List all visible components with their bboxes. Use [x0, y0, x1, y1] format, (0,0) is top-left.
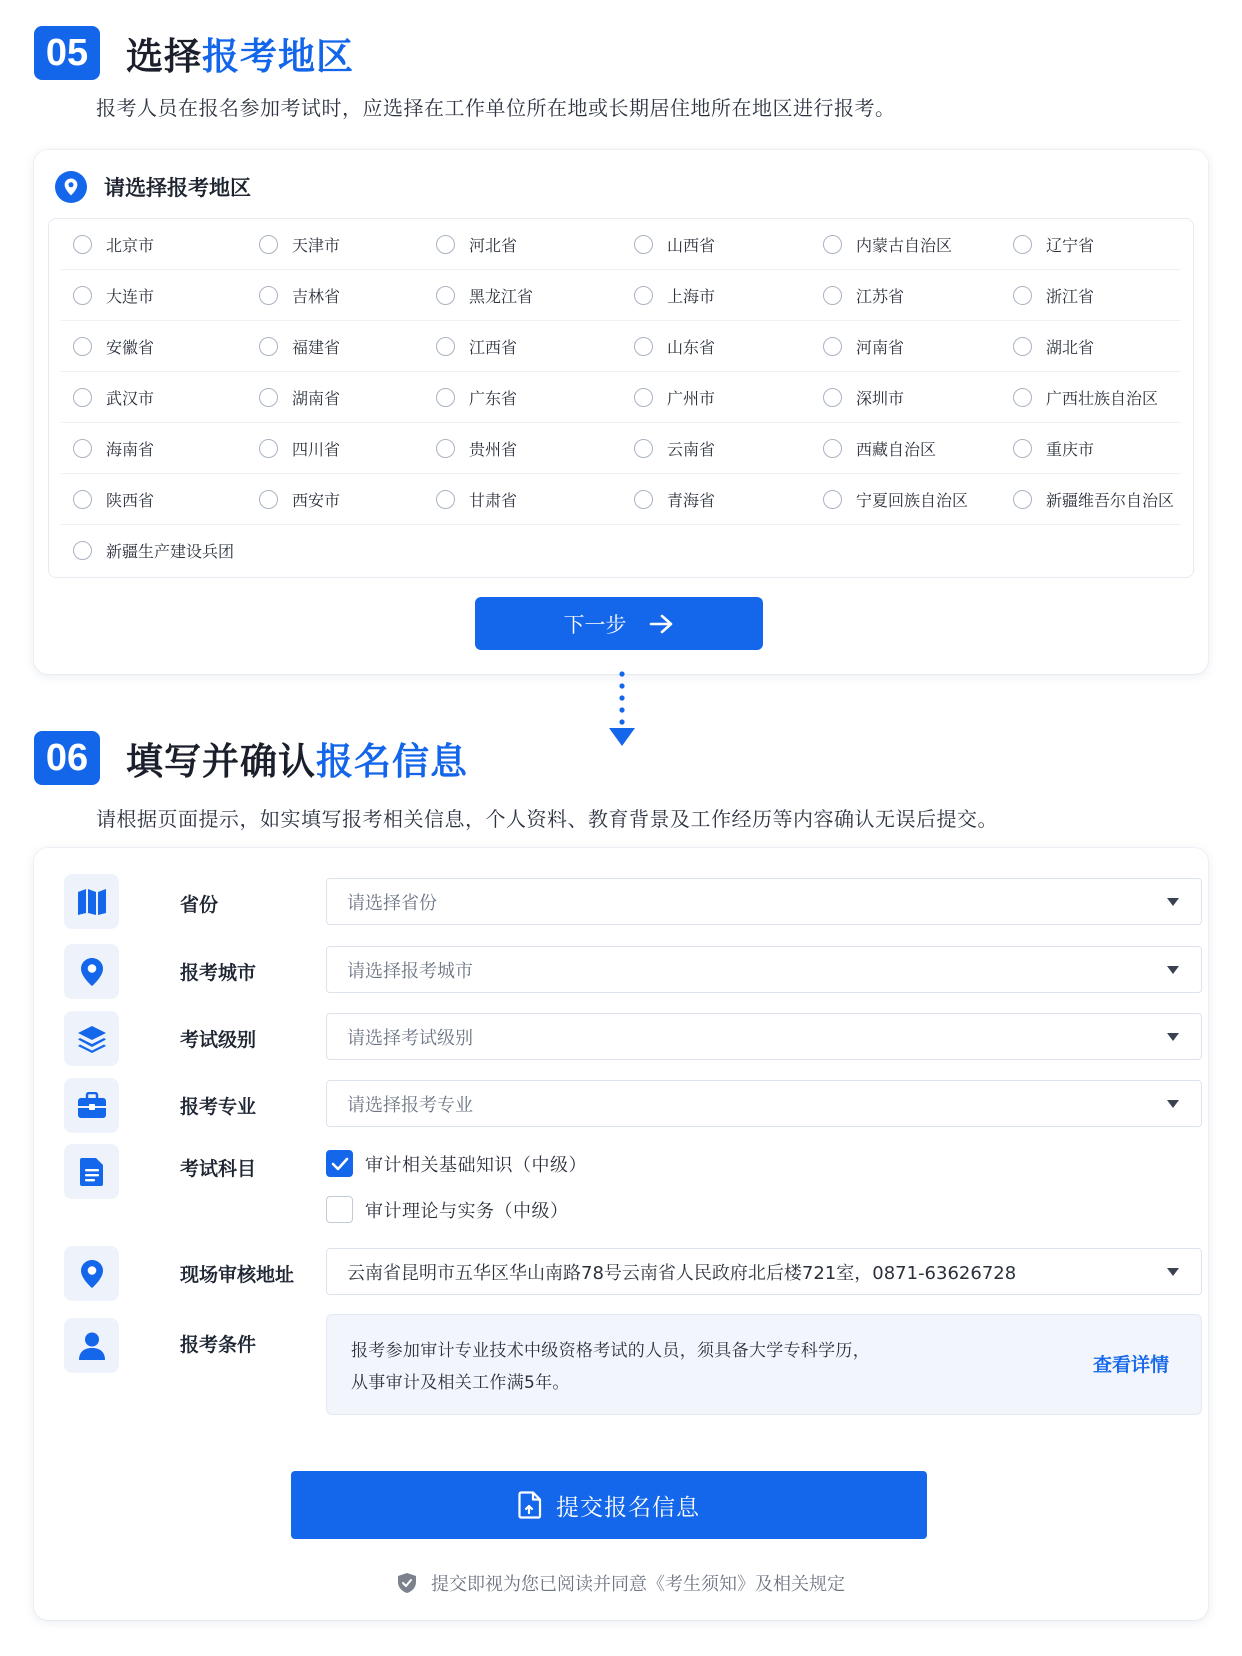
radio-button[interactable]	[1013, 439, 1032, 458]
region-option-label: 武汉市	[106, 389, 155, 408]
step-connector-arrow	[605, 670, 639, 752]
checkbox-unchecked[interactable]	[326, 1196, 353, 1223]
region-option-label: 海南省	[106, 440, 155, 459]
region-option[interactable]	[1013, 321, 1094, 372]
region-option-label: 新疆生产建设兵团	[106, 542, 235, 561]
step5-title: 选择报考地区	[126, 35, 354, 78]
radio-button[interactable]	[634, 490, 653, 509]
view-details-link[interactable]: 查看详情	[1092, 1354, 1169, 1376]
conditions-box	[326, 1314, 1202, 1415]
review-address-select[interactable]	[326, 1248, 1202, 1295]
region-option[interactable]	[823, 372, 904, 423]
region-option-label: 山西省	[667, 236, 716, 255]
radio-button[interactable]	[73, 337, 92, 356]
region-option-label: 陕西省	[106, 491, 155, 510]
radio-button[interactable]	[1013, 388, 1032, 407]
region-option-label: 西安市	[292, 491, 341, 510]
region-option[interactable]	[259, 270, 340, 321]
radio-button[interactable]	[259, 490, 278, 509]
region-option-label: 黑龙江省	[469, 287, 534, 306]
region-option-label: 湖北省	[1046, 338, 1095, 357]
level-label: 考试级别	[180, 1029, 257, 1051]
region-option-label: 北京市	[106, 236, 155, 255]
province-label: 省份	[180, 894, 219, 916]
radio-button[interactable]	[259, 439, 278, 458]
region-row	[61, 270, 1181, 321]
step6-header	[34, 731, 468, 785]
submit-button[interactable]	[291, 1471, 927, 1539]
checkmark-icon	[331, 1157, 349, 1171]
review-address-label: 现场审核地址	[180, 1264, 295, 1286]
subjects-label: 考试科目	[180, 1158, 257, 1180]
conditions-line-2: 从事审计及相关工作满5年。	[351, 1373, 570, 1393]
radio-button[interactable]	[634, 235, 653, 254]
region-card-title: 请选择报考地区	[104, 176, 251, 200]
region-option[interactable]	[634, 372, 715, 423]
radio-button[interactable]	[634, 388, 653, 407]
chevron-down-icon	[1167, 1033, 1179, 1041]
region-option[interactable]	[823, 219, 952, 270]
region-option-label: 安徽省	[106, 338, 155, 357]
region-option[interactable]	[73, 219, 154, 270]
region-option[interactable]	[823, 321, 904, 372]
agreement-notice	[34, 1570, 1208, 1596]
radio-button[interactable]	[1013, 490, 1032, 509]
region-option-label: 广州市	[667, 389, 716, 408]
region-option[interactable]	[1013, 270, 1094, 321]
step5-header	[34, 26, 354, 80]
region-row	[61, 474, 1181, 525]
region-option-label: 吉林省	[292, 287, 341, 306]
region-row	[61, 423, 1181, 474]
review-address-icon-box	[64, 1246, 119, 1301]
conditions-icon-box	[64, 1318, 119, 1373]
radio-button[interactable]	[823, 286, 842, 305]
region-option[interactable]	[436, 372, 517, 423]
region-option[interactable]	[634, 474, 715, 525]
region-option[interactable]	[823, 270, 904, 321]
region-option[interactable]	[1013, 423, 1094, 474]
region-option[interactable]	[436, 321, 517, 372]
step5-description: 报考人员在报名参加考试时，应选择在工作单位所在地或长期居住地所在地区进行报考。	[96, 96, 896, 120]
region-option-label: 福建省	[292, 338, 341, 357]
region-option-label: 青海省	[667, 491, 716, 510]
file-submit-icon	[518, 1491, 542, 1519]
radio-button[interactable]	[634, 286, 653, 305]
region-option-label: 湖南省	[292, 389, 341, 408]
region-option[interactable]	[823, 423, 936, 474]
step6-number: 06	[34, 731, 100, 785]
region-option-label: 河南省	[856, 338, 905, 357]
radio-button[interactable]	[259, 388, 278, 407]
city-placeholder: 请选择报考城市	[347, 960, 473, 982]
conditions-text	[351, 1335, 870, 1399]
radio-button[interactable]	[823, 235, 842, 254]
region-row	[61, 525, 1181, 576]
province-icon-box	[64, 874, 119, 929]
region-option-label: 大连市	[106, 287, 155, 306]
radio-button[interactable]	[73, 439, 92, 458]
region-option[interactable]	[73, 525, 234, 576]
radio-button[interactable]	[634, 439, 653, 458]
region-option[interactable]	[436, 270, 533, 321]
chevron-down-icon	[1167, 898, 1179, 906]
region-option-label: 广东省	[469, 389, 518, 408]
region-option-label: 深圳市	[856, 389, 905, 408]
chevron-down-icon	[1167, 1100, 1179, 1108]
region-option[interactable]	[259, 219, 340, 270]
region-option[interactable]	[436, 423, 517, 474]
layers-icon	[76, 1024, 108, 1054]
location-pin-icon	[79, 957, 105, 987]
radio-button[interactable]	[436, 337, 455, 356]
region-option[interactable]	[823, 474, 968, 525]
region-option-label: 广西壮族自治区	[1046, 389, 1159, 408]
region-option[interactable]	[1013, 474, 1174, 525]
region-option[interactable]	[259, 474, 340, 525]
region-option[interactable]	[634, 321, 715, 372]
next-step-label: 下一步	[563, 612, 627, 637]
location-pin-icon	[54, 170, 88, 204]
shield-check-icon	[397, 1572, 417, 1594]
radio-button[interactable]	[1013, 286, 1032, 305]
document-icon	[79, 1157, 105, 1187]
subjects-icon-box	[64, 1144, 119, 1199]
user-icon	[78, 1331, 106, 1361]
region-option-label: 重庆市	[1046, 440, 1095, 459]
region-option[interactable]	[259, 423, 340, 474]
region-option-label: 四川省	[292, 440, 341, 459]
region-card	[34, 150, 1208, 674]
radio-button[interactable]	[73, 490, 92, 509]
region-option-label: 江西省	[469, 338, 518, 357]
radio-button[interactable]	[823, 490, 842, 509]
region-option[interactable]	[436, 474, 517, 525]
level-icon-box	[64, 1011, 119, 1066]
region-row	[61, 321, 1181, 372]
radio-button[interactable]	[259, 235, 278, 254]
radio-button[interactable]	[436, 439, 455, 458]
radio-button[interactable]	[73, 286, 92, 305]
major-icon-box	[64, 1078, 119, 1133]
region-option[interactable]	[73, 423, 154, 474]
region-option[interactable]	[634, 270, 715, 321]
region-option-label: 甘肃省	[469, 491, 518, 510]
region-option-label: 西藏自治区	[856, 440, 937, 459]
radio-button[interactable]	[259, 337, 278, 356]
major-select[interactable]	[326, 1080, 1202, 1127]
region-option-label: 江苏省	[856, 287, 905, 306]
review-address-value: 云南省昆明市五华区华山南路78号云南省人民政府北后楼721室，0871-63626728	[347, 1262, 1017, 1284]
radio-button[interactable]	[823, 388, 842, 407]
region-option-label: 贵州省	[469, 440, 518, 459]
city-icon-box	[64, 944, 119, 999]
region-option[interactable]	[73, 372, 154, 423]
region-option[interactable]	[73, 270, 154, 321]
chevron-down-icon	[1167, 966, 1179, 974]
region-card-header	[54, 170, 251, 204]
region-option-label: 宁夏回族自治区	[856, 491, 969, 510]
region-row	[61, 219, 1181, 270]
step6-description: 请根据页面提示，如实填写报考相关信息，个人资料、教育背景及工作经历等内容确认无误后提交。	[96, 807, 998, 831]
registration-form-card	[34, 848, 1208, 1620]
region-option[interactable]	[1013, 372, 1158, 423]
province-select[interactable]	[326, 878, 1202, 925]
radio-button[interactable]	[73, 541, 92, 560]
conditions-line-1: 报考参加审计专业技术中级资格考试的人员，须具备大学专科学历，	[351, 1341, 870, 1361]
region-option-label: 河北省	[469, 236, 518, 255]
agreement-notice-text: 提交即视为您已阅读并同意《考生须知》及相关规定	[431, 1574, 845, 1595]
region-option[interactable]	[1013, 219, 1094, 270]
location-pin-icon	[79, 1259, 105, 1289]
region-option-label: 山东省	[667, 338, 716, 357]
region-option-label: 云南省	[667, 440, 716, 459]
radio-button[interactable]	[1013, 337, 1032, 356]
radio-button[interactable]	[73, 388, 92, 407]
region-option-label: 内蒙古自治区	[856, 236, 953, 255]
conditions-label: 报考条件	[180, 1334, 257, 1356]
subject-option-2[interactable]	[326, 1196, 569, 1223]
radio-button[interactable]	[823, 337, 842, 356]
arrow-right-icon	[649, 613, 675, 635]
subject-option-1[interactable]	[326, 1150, 587, 1177]
step6-title: 填写并确认报名信息	[126, 740, 468, 783]
radio-button[interactable]	[1013, 235, 1032, 254]
radio-button[interactable]	[73, 235, 92, 254]
radio-button[interactable]	[823, 439, 842, 458]
radio-button[interactable]	[634, 337, 653, 356]
region-option-label: 新疆维吾尔自治区	[1046, 491, 1175, 510]
submit-label: 提交报名信息	[556, 1494, 700, 1521]
region-option-label: 天津市	[292, 236, 341, 255]
radio-button[interactable]	[436, 388, 455, 407]
major-label: 报考专业	[180, 1096, 257, 1118]
region-list	[48, 218, 1194, 578]
checkbox-checked[interactable]	[326, 1150, 353, 1177]
region-option-label: 辽宁省	[1046, 236, 1095, 255]
chevron-down-icon	[1167, 1268, 1179, 1276]
region-option[interactable]	[259, 321, 340, 372]
city-select[interactable]	[326, 946, 1202, 993]
region-option-label: 浙江省	[1046, 287, 1095, 306]
region-option[interactable]	[634, 423, 715, 474]
region-option[interactable]	[73, 321, 154, 372]
subject-option-1-label: 审计相关基础知识（中级）	[365, 1154, 587, 1176]
region-option[interactable]	[73, 474, 154, 525]
subject-option-2-label: 审计理论与实务（中级）	[365, 1200, 569, 1222]
province-placeholder: 请选择省份	[347, 892, 437, 914]
city-label: 报考城市	[180, 962, 257, 984]
region-row	[61, 372, 1181, 423]
radio-button[interactable]	[436, 286, 455, 305]
map-icon	[76, 887, 108, 917]
level-placeholder: 请选择考试级别	[347, 1027, 473, 1049]
region-option-label: 上海市	[667, 287, 716, 306]
region-option[interactable]	[259, 372, 340, 423]
region-option[interactable]	[436, 219, 517, 270]
major-placeholder: 请选择报考专业	[347, 1094, 473, 1116]
briefcase-icon	[76, 1092, 108, 1120]
radio-button[interactable]	[436, 235, 455, 254]
radio-button[interactable]	[436, 490, 455, 509]
step5-number: 05	[34, 26, 100, 80]
level-select[interactable]	[326, 1013, 1202, 1060]
next-step-button[interactable]	[475, 597, 763, 650]
region-option[interactable]	[634, 219, 715, 270]
radio-button[interactable]	[259, 286, 278, 305]
